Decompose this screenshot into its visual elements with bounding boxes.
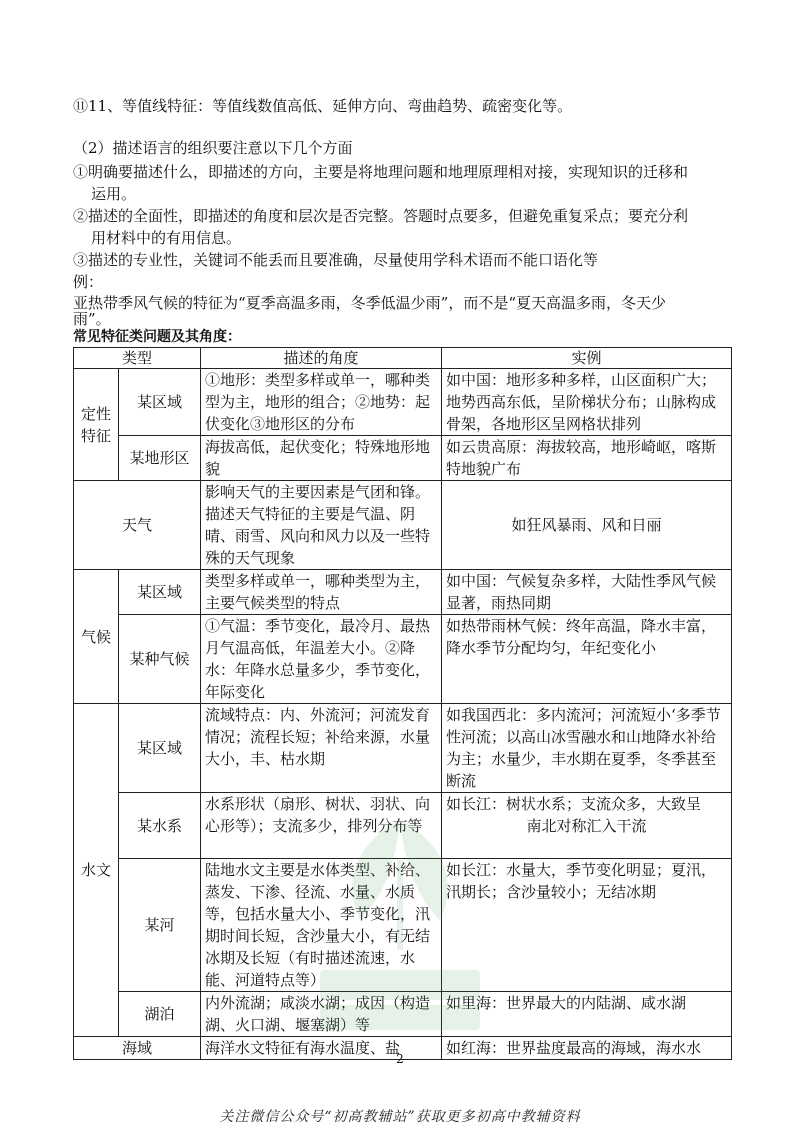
example-line-1: 亚热带季风气候的特征为“夏季高温多雨，冬季低温少雨”，而不是“夏天高温多雨，冬天少 <box>73 294 667 312</box>
sub-type: 某水系 <box>119 793 201 859</box>
sub-type: 某河 <box>119 859 201 992</box>
group-dingxing: 定性特征 <box>74 369 119 481</box>
angle-cell: 海洋水文特征有海水温度、盐 <box>201 1037 442 1060</box>
table-row <box>74 704 732 793</box>
example-line-2: 雨”。 <box>73 310 111 328</box>
point-3: ③描述的专业性，关键词不能丢而且要准确，尽量使用学科术语而不能口语化等 <box>73 251 599 269</box>
example-line: 南北对称汇入干流 <box>526 817 647 835</box>
example-cell: 如中国：气候复杂多样，大陆性季风气候显著，雨热同期 <box>442 570 732 615</box>
table-row <box>74 436 732 481</box>
example-cell: 如热带雨林气候：终年高温，降水丰富，降水季节分配均匀，年纪变化小 <box>442 615 732 704</box>
table-title: 常见特征类问题及其角度： <box>73 329 241 345</box>
example-cell: 如里海：世界最大的内陆湖、咸水湖 <box>442 992 732 1037</box>
angle-cell: 流域特点：内、外流河；河流发育情况；流程长短；补给来源，水量大小，丰、枯水期 <box>201 704 442 793</box>
header-type: 类型 <box>74 348 201 369</box>
example-cell: 如云贵高原：海拔较高，地形崎岖，喀斯特地貌广布 <box>442 436 732 481</box>
group-tianqi: 天气 <box>74 481 201 570</box>
point-2-cont: 用材料中的有用信息。 <box>91 229 242 247</box>
group-haiyu: 海域 <box>74 1037 201 1060</box>
feature-table <box>73 347 732 1060</box>
example-cell: 如我国西北：多内流河；河流短小‘多季节性河流；以高山冰雪融水和山地降水补给为主；水量少，丰水期在夏季，冬季甚至断流 <box>442 704 732 793</box>
point-1: ①明确要描述什么，即描述的方向，主要是将地理问题和地理原理相对接，实现知识的迁移和 <box>73 163 689 181</box>
example-cell: 如红海：世界盐度最高的海域，海水水 <box>442 1037 732 1060</box>
angle-cell: 类型多样或单一，哪种类型为主，主要气候类型的特点 <box>201 570 442 615</box>
example-cell: 如长江：水量大，季节变化明显；夏汛，汛期长；含沙量较小；无结冰期 <box>442 859 732 992</box>
item-11-text: ⑪11、等值线特征：等值线数值高低、延伸方向、弯曲趋势、疏密变化等。 <box>73 97 573 115</box>
group-qihou: 气候 <box>74 570 119 704</box>
sub-type: 某地形区 <box>119 436 201 481</box>
example-label: 例： <box>73 273 104 291</box>
example-cell <box>442 793 732 859</box>
sub-type: 某区域 <box>119 570 201 615</box>
example-cell: 如中国：地形多种多样，山区面积广大；地势西高东低，呈阶梯状分布；山脉构成骨架，各地形区呈网格状排列 <box>442 369 732 436</box>
table-row <box>74 481 732 570</box>
sub-type: 某种气候 <box>119 615 201 704</box>
table-row <box>74 992 732 1037</box>
sub-type: 湖泊 <box>119 992 201 1037</box>
sub-type: 某区域 <box>119 369 201 436</box>
table-row <box>74 615 732 704</box>
point-1-cont: 运用。 <box>91 185 137 203</box>
table-header-row <box>74 348 732 369</box>
section-title: （2）描述语言的组织要注意以下几个方面 <box>73 139 353 157</box>
table-row <box>74 859 732 992</box>
group-shuiwen: 水文 <box>74 704 119 1037</box>
example-line: 如长江：树状水系；支流众多，大致呈 <box>446 795 702 813</box>
angle-cell: 水系形状（扇形、树状、羽状、向心形等）；支流多少，排列分布等 <box>201 793 442 859</box>
sub-type: 某区域 <box>119 704 201 793</box>
angle-cell: 陆地水文主要是水体类型、补给、蒸发、下渗、径流、水量、水质等，包括水量大小、季节变化，汛期时间长短，含沙量大小，有无结冰期及长短（有时描述流速，水能、河道特点等） <box>201 859 442 992</box>
point-2: ②描述的全面性，即描述的角度和层次是否完整。答题时点要多，但避免重复采点；要充分利 <box>73 207 689 225</box>
header-angle: 描述的角度 <box>201 348 442 369</box>
footer-note: 关注微信公众号“初高教辅站”获取更多初高中教辅资料 <box>219 1109 581 1125</box>
table-row <box>74 570 732 615</box>
page-number: 2 <box>396 1052 404 1066</box>
table-row <box>74 369 732 436</box>
example-cell: 如狂风暴雨、风和日丽 <box>442 481 732 570</box>
angle-cell: 影响天气的主要因素是气团和锋。描述天气特征的主要是气温、阴晴、雨雪、风向和风力以及一些特殊的天气现象 <box>201 481 442 570</box>
angle-cell: ①气温：季节变化，最冷月、最热月气温高低，年温差大小。②降水：年降水总量多少，季节变化，年际变化 <box>201 615 442 704</box>
angle-cell: 内外流湖；咸淡水湖；成因（构造湖、火口湖、堰塞湖）等 <box>201 992 442 1037</box>
table-row <box>74 793 732 859</box>
angle-cell: ①地形：类型多样或单一，哪种类型为主，地形的组合；②地势：起伏变化③地形区的分布 <box>201 369 442 436</box>
header-example: 实例 <box>442 348 732 369</box>
angle-cell: 海拔高低，起伏变化；特殊地形地貌 <box>201 436 442 481</box>
